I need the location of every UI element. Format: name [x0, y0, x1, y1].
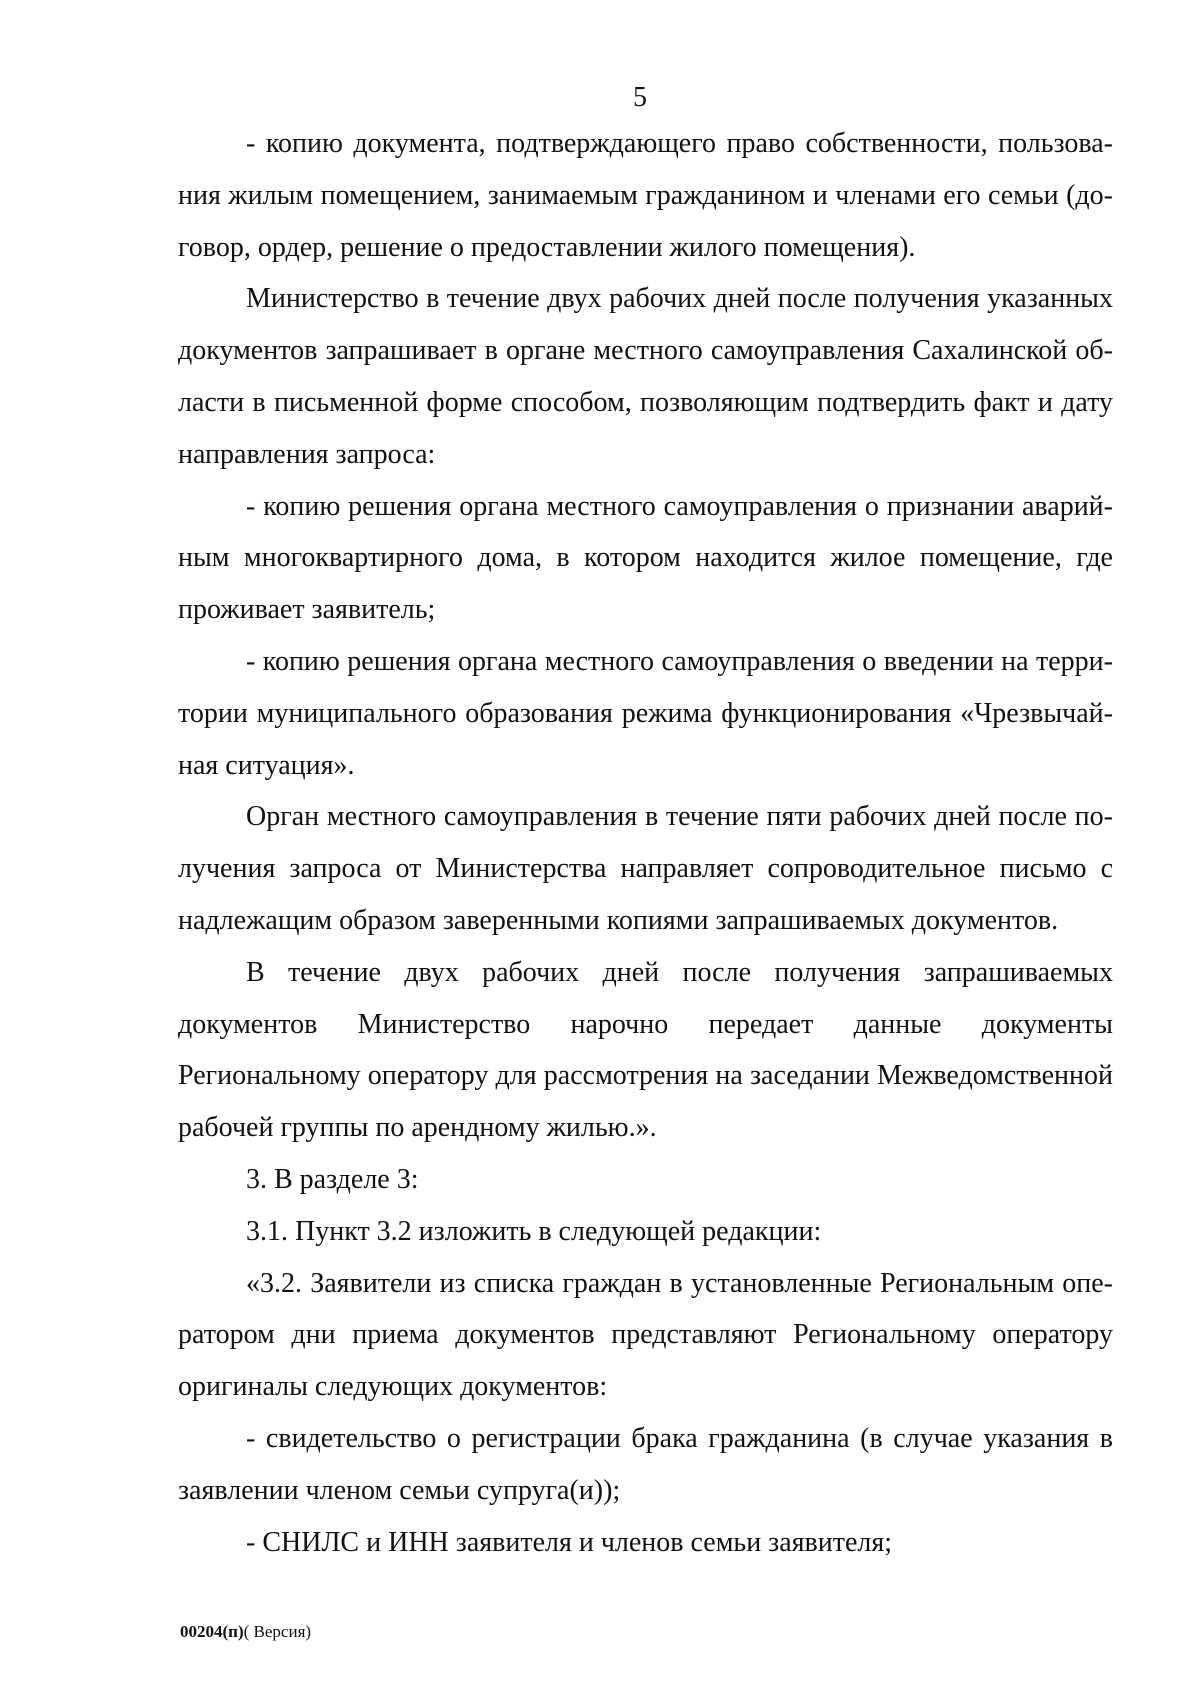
document-body	[178, 118, 1113, 1568]
paragraph-marriage-certificate: - свидетельство о регистрации брака гражданина (в случае указания в заявлении членом семьи супруга(и));	[178, 1422, 1113, 1506]
paragraph-emergency-regime-decision: - копию решения органа местного самоуправления о введении на территории муниципального образования режима функционирования «Чрезвычайная ситуация».	[178, 645, 1113, 781]
page-number: 5	[633, 82, 647, 113]
paragraph-emergency-house-decision: - копию решения органа местного самоуправления о признании аварийным многоквартирного дома, в котором находится жилое помещение, где проживает заявитель;	[178, 490, 1113, 626]
footer-code: 00204(п)	[180, 1622, 244, 1641]
paragraph-section-3: 3. В разделе 3:	[246, 1163, 419, 1195]
paragraph-snils-inn: - СНИЛС и ИНН заявителя и членов семьи заявителя;	[246, 1526, 893, 1558]
paragraph-ministry-request: Министерство в течение двух рабочих дней после получения указанных документов запрашивает в органе местного самоуправления Сахалинской области в письменной форме способом, позволяющим подтвердить факт и дату направления запроса:	[178, 283, 1113, 470]
paragraph-clause-3-2: «3.2. Заявители из списка граждан в установленные Региональным оператором дни приема документов представляют Региональному оператору оригиналы следующих документов:	[178, 1267, 1113, 1403]
footer-version: ( Версия)	[243, 1622, 312, 1641]
paragraph-copy-ownership-document: - копию документа, подтверждающего право собственности, пользования жилым помещением, занимаемым гражданином и членами его семьи (договор, ордер, решение о предоставлении жилого помещения).	[178, 128, 1113, 263]
paragraph-clause-3-1: 3.1. Пункт 3.2 изложить в следующей редакции:	[246, 1215, 822, 1247]
footer-document-code	[180, 1622, 311, 1642]
paragraph-transfer-to-operator: В течение двух рабочих дней после получения запрашиваемых документов Министерство нарочно передает данные документы Региональному оператору для рассмотрения на заседании Межведомственной рабочей группы по арендному жилью.».	[178, 956, 1113, 1144]
paragraph-local-authority-response: Орган местного самоуправления в течение пяти рабочих дней после получения запроса от Министерства направляет сопроводительное письмо с надлежащим образом заверенными копиями запрашиваемых документов.	[178, 801, 1113, 936]
